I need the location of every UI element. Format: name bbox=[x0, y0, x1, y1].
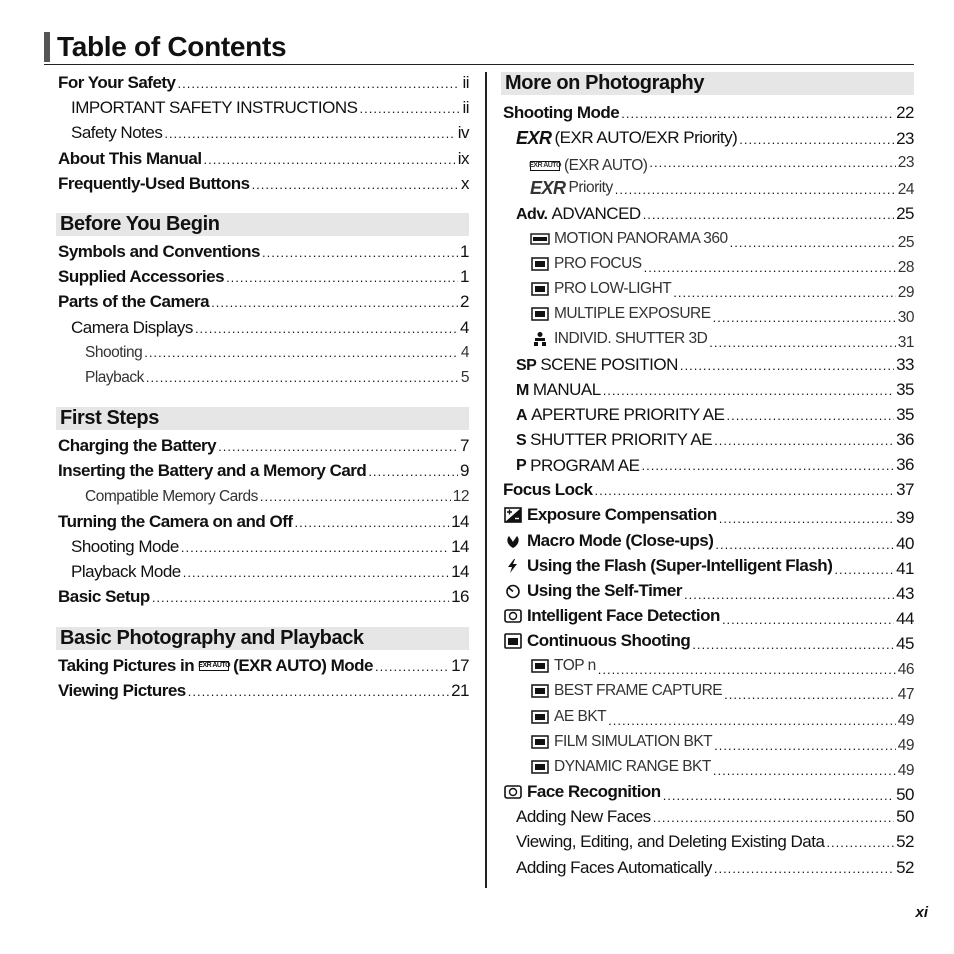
entry-title bbox=[58, 655, 373, 677]
entry-title bbox=[58, 435, 216, 457]
film-simulation-bkt-icon bbox=[530, 734, 550, 750]
entry-label: Camera Displays bbox=[71, 317, 193, 337]
dot-leader bbox=[692, 634, 894, 656]
entry-title bbox=[530, 756, 711, 778]
entry-page-number: 46 bbox=[897, 661, 914, 679]
entry-title bbox=[530, 155, 647, 177]
entry-page-number: 49 bbox=[897, 711, 914, 729]
entry-label: MULTIPLE EXPOSURE bbox=[554, 305, 711, 323]
toc-entry[interactable] bbox=[503, 530, 914, 552]
entry-label: Using the Flash (Super-Intelligent Flash) bbox=[527, 555, 833, 575]
entry-label: MOTION PANORAMA 360 bbox=[554, 229, 728, 247]
toc-entry[interactable] bbox=[71, 97, 469, 119]
self-timer-icon bbox=[503, 583, 523, 599]
multiple-exposure-icon bbox=[530, 306, 550, 322]
dot-leader bbox=[183, 562, 449, 584]
dot-leader bbox=[218, 436, 458, 458]
dot-leader bbox=[722, 609, 894, 631]
entry-page-number: 52 bbox=[896, 832, 914, 852]
entry-title bbox=[530, 706, 606, 728]
entry-page-number: 29 bbox=[897, 284, 914, 302]
entry-title bbox=[516, 404, 725, 426]
entry-label: Basic Setup bbox=[58, 587, 150, 607]
entry-title bbox=[530, 731, 712, 753]
entry-label: Shooting Mode bbox=[71, 537, 179, 556]
dot-leader bbox=[181, 537, 449, 559]
entry-page-number: 30 bbox=[897, 309, 914, 327]
exposure-compensation-icon bbox=[503, 507, 523, 523]
dot-leader bbox=[603, 380, 894, 402]
toc-entry[interactable] bbox=[530, 152, 914, 174]
dot-leader bbox=[727, 405, 895, 427]
individ-shutter-3d-icon bbox=[530, 331, 550, 347]
dot-leader bbox=[641, 455, 894, 477]
entry-title bbox=[71, 561, 181, 583]
entry-prefix: Taking Pictures in bbox=[58, 655, 195, 675]
entry-title bbox=[58, 241, 260, 263]
entry-label: Macro Mode (Close-ups) bbox=[527, 530, 714, 550]
m-icon: M bbox=[516, 381, 529, 399]
entry-page-number: 37 bbox=[896, 480, 914, 500]
dot-leader bbox=[684, 584, 894, 606]
entry-title bbox=[85, 342, 142, 364]
entry-title bbox=[58, 460, 366, 482]
entry-title bbox=[516, 354, 678, 376]
entry-title bbox=[503, 504, 717, 526]
toc-entry[interactable] bbox=[530, 328, 914, 350]
entry-page-number: 28 bbox=[897, 258, 914, 276]
s-icon: S bbox=[516, 431, 527, 449]
entry-page-number: 22 bbox=[896, 103, 914, 122]
entry-page-number: 23 bbox=[897, 154, 914, 172]
entry-page-number: 36 bbox=[896, 429, 914, 449]
toc-entry[interactable] bbox=[516, 127, 914, 149]
entry-label: Symbols and Conventions bbox=[58, 242, 260, 261]
entry-page-number: x bbox=[461, 173, 469, 193]
entry-page-number: 14 bbox=[451, 511, 469, 531]
entry-page-number: 44 bbox=[896, 609, 914, 628]
entry-label: Playback Mode bbox=[71, 562, 181, 582]
toc-entry[interactable] bbox=[71, 122, 469, 144]
toc-entry[interactable] bbox=[58, 655, 469, 677]
entry-title bbox=[516, 429, 712, 451]
dot-leader bbox=[680, 355, 894, 377]
dot-leader bbox=[714, 430, 894, 452]
entry-title bbox=[503, 530, 713, 552]
ae-bkt-icon bbox=[530, 709, 550, 725]
toc-entry[interactable] bbox=[71, 561, 469, 583]
a-icon: A bbox=[516, 406, 528, 424]
dot-leader bbox=[368, 461, 458, 483]
dot-leader bbox=[709, 332, 895, 354]
toc-entry[interactable] bbox=[530, 655, 914, 677]
dot-leader bbox=[598, 659, 896, 681]
entry-title bbox=[58, 511, 293, 533]
dot-leader bbox=[615, 179, 896, 201]
entry-label: PROGRAM AE bbox=[530, 455, 640, 475]
entry-title bbox=[58, 72, 176, 94]
entry-page-number: 5 bbox=[460, 369, 469, 386]
entry-label: Using the Self-Timer bbox=[527, 580, 682, 600]
toc-entry[interactable] bbox=[530, 706, 914, 728]
entry-title bbox=[516, 831, 824, 853]
macro-icon bbox=[503, 533, 523, 549]
toc-entry[interactable] bbox=[516, 857, 914, 879]
toc-entry[interactable] bbox=[58, 511, 469, 533]
entry-page-number: 1 bbox=[460, 267, 469, 287]
toc-entry[interactable] bbox=[530, 303, 914, 325]
entry-title bbox=[85, 486, 258, 508]
entry-page-number: 9 bbox=[460, 461, 469, 481]
entry-page-number: 52 bbox=[896, 857, 914, 877]
dot-leader bbox=[834, 559, 894, 581]
dot-leader bbox=[663, 785, 894, 807]
entry-page-number: 24 bbox=[897, 180, 914, 198]
face-recognition-icon bbox=[503, 784, 523, 800]
entry-page-number: 17 bbox=[451, 655, 469, 675]
entry-page-number: 47 bbox=[897, 686, 914, 704]
entry-page-number: 16 bbox=[451, 587, 469, 607]
dot-leader bbox=[713, 760, 896, 782]
entry-label: Exposure Compensation bbox=[527, 505, 717, 525]
entry-title bbox=[516, 455, 639, 477]
toc-entry[interactable] bbox=[58, 173, 469, 195]
toc-entry[interactable] bbox=[71, 317, 469, 339]
entry-title bbox=[503, 102, 619, 124]
toc-entry[interactable] bbox=[503, 630, 914, 652]
entry-label: Viewing, Editing, and Deleting Existing Data bbox=[516, 832, 825, 852]
entry-label: Continuous Shooting bbox=[527, 631, 691, 651]
toc-entry[interactable] bbox=[503, 102, 914, 124]
entry-label: Adding New Faces bbox=[516, 807, 651, 827]
entry-page-number: ix bbox=[457, 148, 469, 168]
toc-entry[interactable] bbox=[530, 177, 914, 199]
toc-entry[interactable] bbox=[503, 504, 914, 526]
face-detection-icon bbox=[503, 608, 523, 624]
dot-leader bbox=[673, 282, 896, 304]
entry-page-number: iv bbox=[457, 123, 469, 143]
dot-leader bbox=[608, 710, 896, 732]
entry-page-number: 14 bbox=[451, 562, 469, 582]
dot-leader bbox=[152, 587, 449, 609]
dot-leader bbox=[195, 318, 458, 340]
entry-page-number: ii bbox=[462, 98, 469, 118]
entry-title bbox=[516, 806, 651, 828]
toc-entry[interactable] bbox=[530, 228, 914, 250]
dot-leader bbox=[713, 307, 896, 329]
entry-title bbox=[58, 680, 186, 702]
entry-title bbox=[516, 203, 641, 225]
entry-title bbox=[516, 127, 737, 149]
entry-label: ADVANCED bbox=[551, 204, 641, 224]
entry-label: (EXR AUTO/EXR Priority) bbox=[554, 128, 738, 148]
top-n-icon bbox=[530, 658, 550, 674]
toc-entry[interactable] bbox=[530, 756, 914, 778]
toc-entry[interactable] bbox=[58, 586, 469, 608]
sp-icon: SP bbox=[516, 356, 537, 374]
entry-label: PRO LOW-LIGHT bbox=[554, 280, 672, 298]
entry-page-number: 4 bbox=[460, 343, 469, 361]
entry-label: DYNAMIC RANGE BKT bbox=[554, 757, 711, 775]
entry-title bbox=[530, 655, 596, 677]
entry-page-number: 2 bbox=[460, 292, 469, 312]
entry-label: IMPORTANT SAFETY INSTRUCTIONS bbox=[71, 98, 358, 118]
entry-title bbox=[58, 291, 209, 313]
entry-page-number: 14 bbox=[451, 537, 469, 556]
entry-title bbox=[58, 586, 150, 608]
entry-page-number: 50 bbox=[896, 785, 914, 805]
entry-page-number: 1 bbox=[460, 242, 469, 261]
toc-entry[interactable] bbox=[516, 379, 914, 401]
toc-entry[interactable] bbox=[58, 266, 469, 288]
entry-label: TOP n bbox=[554, 657, 596, 675]
toc-entry[interactable] bbox=[516, 806, 914, 828]
entry-title bbox=[530, 303, 711, 325]
entry-title bbox=[530, 177, 613, 199]
toc-entry[interactable] bbox=[530, 278, 914, 300]
toc-entry[interactable] bbox=[516, 831, 914, 853]
entry-label: Supplied Accessories bbox=[58, 267, 225, 287]
entry-title bbox=[516, 379, 601, 401]
dot-leader bbox=[714, 858, 894, 880]
dot-leader bbox=[643, 204, 894, 226]
entry-label: Frequently-Used Buttons bbox=[58, 173, 250, 193]
toc-entry[interactable] bbox=[85, 486, 469, 508]
entry-label: About This Manual bbox=[58, 148, 202, 168]
dot-leader bbox=[204, 149, 456, 171]
entry-title bbox=[71, 536, 179, 558]
entry-label: INDIVID. SHUTTER 3D bbox=[554, 330, 708, 348]
dot-leader bbox=[714, 735, 896, 757]
toc-entry[interactable] bbox=[516, 454, 914, 476]
entry-page-number: 49 bbox=[897, 761, 914, 779]
toc-entry[interactable] bbox=[503, 605, 914, 627]
dot-leader bbox=[226, 267, 458, 289]
dot-leader bbox=[164, 123, 455, 145]
pro-low-light-icon bbox=[530, 281, 550, 297]
dot-leader bbox=[739, 129, 894, 151]
entry-title bbox=[530, 228, 728, 250]
entry-label: Compatible Memory Cards bbox=[85, 487, 258, 505]
entry-label: APERTURE PRIORITY AE bbox=[531, 405, 725, 425]
toc-entry[interactable] bbox=[503, 580, 914, 602]
entry-label: Viewing Pictures bbox=[58, 680, 186, 700]
entry-label: PRO FOCUS bbox=[554, 254, 642, 272]
entry-page-number: 33 bbox=[896, 354, 914, 374]
entry-title bbox=[530, 278, 671, 300]
toc-entry[interactable] bbox=[58, 291, 469, 313]
entry-label: FILM SIMULATION BKT bbox=[554, 732, 713, 750]
dot-leader bbox=[719, 508, 894, 530]
entry-page-number: 49 bbox=[897, 736, 914, 754]
entry-page-number: 35 bbox=[896, 379, 914, 399]
dot-leader bbox=[653, 807, 894, 829]
toc-entry[interactable] bbox=[85, 367, 469, 389]
toc-entry[interactable] bbox=[516, 203, 914, 225]
page-title: Table of Contents bbox=[57, 31, 287, 62]
continuous-shooting-icon bbox=[503, 633, 523, 649]
entry-label: Safety Notes bbox=[71, 123, 163, 143]
flash-icon bbox=[503, 558, 523, 574]
entry-page-number: 45 bbox=[896, 634, 914, 654]
entry-label: Playback bbox=[85, 369, 144, 386]
toc-entry[interactable] bbox=[503, 781, 914, 803]
dot-leader bbox=[262, 242, 458, 264]
toc-entry[interactable] bbox=[58, 72, 469, 94]
entry-title bbox=[503, 555, 832, 577]
motion-panorama-icon bbox=[530, 231, 550, 247]
toc-entry[interactable] bbox=[58, 460, 469, 482]
entry-title bbox=[503, 479, 592, 501]
section-header: First Steps bbox=[56, 407, 469, 430]
entry-page-number: 23 bbox=[896, 128, 914, 148]
entry-page-number: 36 bbox=[896, 455, 914, 475]
toc-entry[interactable] bbox=[85, 342, 469, 364]
entry-label: BEST FRAME CAPTURE bbox=[554, 682, 723, 700]
p-icon: P bbox=[516, 457, 527, 475]
entry-page-number: 12 bbox=[452, 487, 469, 505]
entry-label: Turning the Camera on and Off bbox=[58, 511, 293, 531]
entry-page-number: 25 bbox=[897, 233, 914, 251]
dot-leader bbox=[146, 367, 459, 389]
entry-title bbox=[58, 173, 250, 195]
exr-auto-icon: EXR AUTO bbox=[198, 661, 231, 669]
entry-page-number: 21 bbox=[451, 680, 469, 700]
dot-leader bbox=[715, 534, 894, 556]
entry-title bbox=[71, 317, 193, 339]
entry-page-number: 43 bbox=[896, 583, 914, 603]
entry-title bbox=[58, 266, 224, 288]
toc-entry[interactable] bbox=[503, 555, 914, 577]
entry-title bbox=[71, 122, 162, 144]
entry-page-number: 31 bbox=[897, 334, 914, 352]
toc-entry[interactable] bbox=[530, 731, 914, 753]
section-header: Basic Photography and Playback bbox=[56, 627, 469, 650]
entry-page-number: 50 bbox=[896, 807, 914, 827]
dot-leader bbox=[252, 174, 459, 196]
entry-title bbox=[503, 630, 690, 652]
entry-label: Charging the Battery bbox=[58, 436, 217, 456]
toc-entry[interactable] bbox=[71, 536, 469, 558]
adv-icon: Adv. bbox=[516, 205, 548, 223]
entry-page-number: ii bbox=[462, 73, 469, 92]
toc-entry[interactable] bbox=[58, 241, 469, 263]
toc-entry[interactable] bbox=[503, 479, 914, 501]
entry-title bbox=[503, 781, 661, 803]
exr-icon: EXR bbox=[530, 177, 566, 198]
entry-title bbox=[58, 148, 202, 170]
toc-entry[interactable] bbox=[516, 354, 914, 376]
dot-leader bbox=[724, 684, 896, 706]
entry-title bbox=[71, 97, 358, 119]
dot-leader bbox=[211, 292, 458, 314]
entry-label: SHUTTER PRIORITY AE bbox=[530, 430, 713, 450]
dot-leader bbox=[144, 342, 459, 364]
toc-entry[interactable] bbox=[58, 435, 469, 457]
toc-entry[interactable] bbox=[516, 429, 914, 451]
dot-leader bbox=[644, 257, 896, 279]
entry-title bbox=[530, 253, 642, 275]
section-header: More on Photography bbox=[501, 72, 914, 95]
entry-label: Inserting the Battery and a Memory Card bbox=[58, 461, 367, 481]
entry-label: For Your Safety bbox=[58, 73, 176, 92]
dot-leader bbox=[649, 152, 895, 174]
dot-leader bbox=[621, 103, 894, 125]
entry-label: Parts of the Camera bbox=[58, 292, 210, 312]
toc-entry[interactable] bbox=[58, 680, 469, 702]
entry-label: Focus Lock bbox=[503, 480, 593, 500]
pro-focus-icon bbox=[530, 256, 550, 272]
toc-entry[interactable] bbox=[530, 253, 914, 275]
entry-page-number: 25 bbox=[896, 203, 914, 223]
exr-icon: EXR bbox=[516, 127, 552, 148]
entry-label: Face Recognition bbox=[527, 782, 661, 802]
entry-page-number: 7 bbox=[460, 436, 469, 456]
dot-leader bbox=[295, 512, 450, 534]
entry-title bbox=[516, 857, 712, 879]
entry-page-number: 4 bbox=[460, 317, 469, 337]
dynamic-range-bkt-icon bbox=[530, 759, 550, 775]
entry-label: (EXR AUTO) bbox=[564, 157, 648, 175]
toc-entry[interactable] bbox=[530, 680, 914, 702]
best-frame-capture-icon bbox=[530, 683, 550, 699]
entry-label: (EXR AUTO) Mode bbox=[233, 655, 374, 675]
dot-leader bbox=[260, 486, 451, 508]
toc-entry[interactable] bbox=[516, 404, 914, 426]
entry-label: Priority bbox=[568, 179, 613, 197]
entry-page-number: 39 bbox=[896, 508, 914, 528]
entry-title bbox=[85, 367, 144, 389]
entry-label: Adding Faces Automatically bbox=[516, 857, 712, 877]
dot-leader bbox=[730, 232, 896, 254]
dot-leader bbox=[594, 480, 894, 502]
entry-page-number: 41 bbox=[896, 558, 914, 578]
entry-title bbox=[503, 605, 720, 627]
entry-label: SCENE POSITION bbox=[540, 355, 678, 374]
section-header: Before You Begin bbox=[56, 213, 469, 236]
toc-entry[interactable] bbox=[58, 148, 469, 170]
entry-title bbox=[530, 328, 707, 350]
entry-page-number: 35 bbox=[896, 404, 914, 424]
entry-label: Shooting bbox=[85, 343, 143, 361]
entry-label: Intelligent Face Detection bbox=[527, 606, 720, 625]
page-number: xi bbox=[915, 904, 928, 921]
entry-label: AE BKT bbox=[554, 707, 607, 725]
entry-title bbox=[530, 680, 722, 702]
dot-leader bbox=[188, 681, 449, 703]
dot-leader bbox=[826, 832, 894, 854]
entry-label: Shooting Mode bbox=[503, 103, 620, 122]
dot-leader bbox=[360, 98, 461, 120]
exr-auto-icon: EXR AUTO bbox=[529, 162, 561, 170]
entry-title bbox=[503, 580, 682, 602]
dot-leader bbox=[375, 656, 449, 678]
dot-leader bbox=[178, 73, 461, 95]
entry-label: MANUAL bbox=[532, 380, 601, 400]
entry-page-number: 40 bbox=[896, 533, 914, 553]
